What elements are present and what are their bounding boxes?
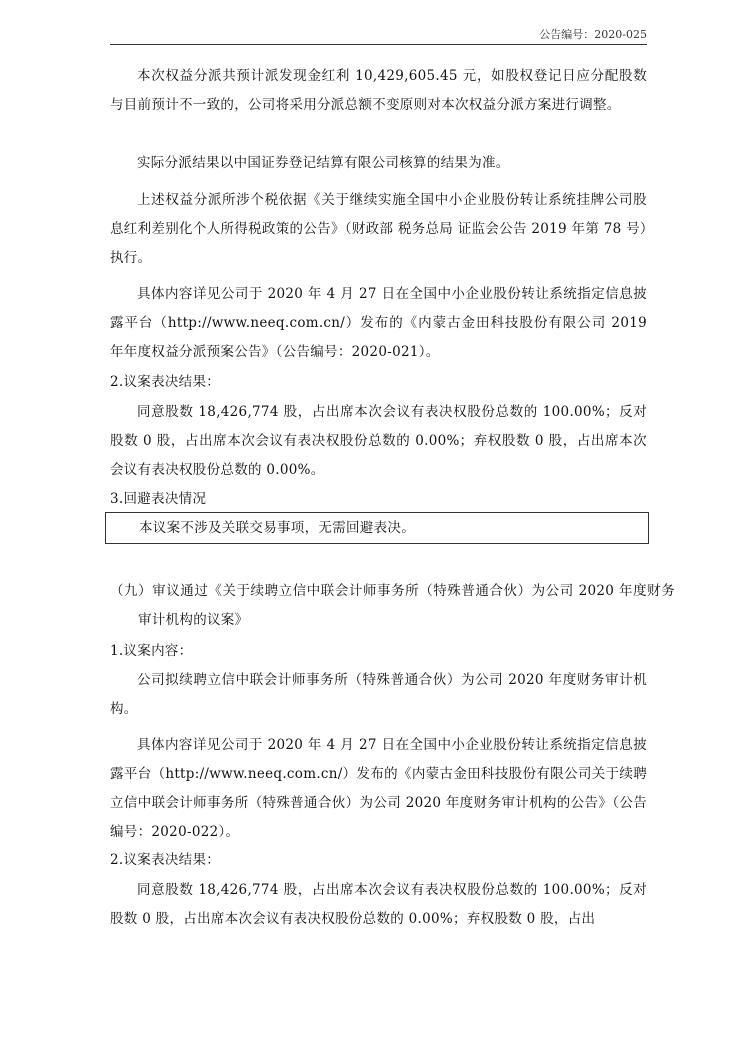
- vote-result-paragraph-2: 同意股数 18,426,774 股，占出席本次会议有表决权股份总数的 100.00%；反对股数 0 股，占出席本次会议有表决权股份总数的 0.00%；弃权股数 0 股，占出: [110, 882, 647, 927]
- page-header: [110, 26, 647, 45]
- dividend-total-paragraph: 本次权益分派共预计派发现金红利 10,429,605.45 元，如股权登记日应分配股数与目前预计不一致的，公司将采用分派总额不变原则对本次权益分派方案进行调整。: [110, 68, 647, 113]
- section-heading-vote-result-2: 2.议案表决结果：: [110, 852, 221, 868]
- notice-number: 公告编号：2020-025: [539, 28, 647, 41]
- vote-result-paragraph-1: 同意股数 18,426,774 股，占出席本次会议有表决权股份总数的 100.00%；反对股数 0 股，占出席本次会议有表决权股份总数的 0.00%；弃权股数 0 股，占出席本次会议有表决权股份总数的 0.00%。: [110, 404, 647, 478]
- section-heading-vote-result-1: 2.议案表决结果：: [110, 374, 221, 390]
- details-paragraph-1: 具体内容详见公司于 2020 年 4 月 27 日在全国中小企业股份转让系统指定信息披露平台（http://www.neeq.com.cn/）发布的《内蒙古金田科技股份有限公司 2019 年年度权益分派预案公告》（公告编号：2020-021）。: [110, 286, 647, 360]
- settlement-paragraph: 实际分派结果以中国证券登记结算有限公司核算的结果为准。: [137, 155, 510, 171]
- proposal-nine-title: （九）审议通过《关于续聘立信中联会计师事务所（特殊普通合伙）为公司 2020 年度财务审计机构的议案》: [110, 583, 675, 628]
- details-paragraph-2: 具体内容详见公司于 2020 年 4 月 27 日在全国中小企业股份转让系统指定信息披露平台（http://www.neeq.com.cn/）发布的《内蒙古金田科技股份有限公司关于续聘立信中联会计师事务所（特殊普通合伙）为公司 2020 年度财务审计机构的公告》（公告编号：2020-022）。: [110, 737, 647, 840]
- recusal-text: 本议案不涉及关联交易事项，无需回避表决。: [139, 520, 415, 536]
- section-heading-recusal: 3.回避表决情况: [110, 491, 207, 507]
- proposal-content-paragraph: 公司拟续聘立信中联会计师事务所（特殊普通合伙）为公司 2020 年度财务审计机构。: [110, 672, 647, 717]
- section-heading-proposal-content: 1.议案内容：: [110, 643, 193, 659]
- tax-basis-paragraph: 上述权益分派所涉个税依据《关于继续实施全国中小企业股份转让系统挂牌公司股息红利差别化个人所得税政策的公告》（财政部 税务总局 证监会公告 2019 年第 78 号）执行。: [110, 192, 647, 266]
- recusal-box: [105, 512, 649, 544]
